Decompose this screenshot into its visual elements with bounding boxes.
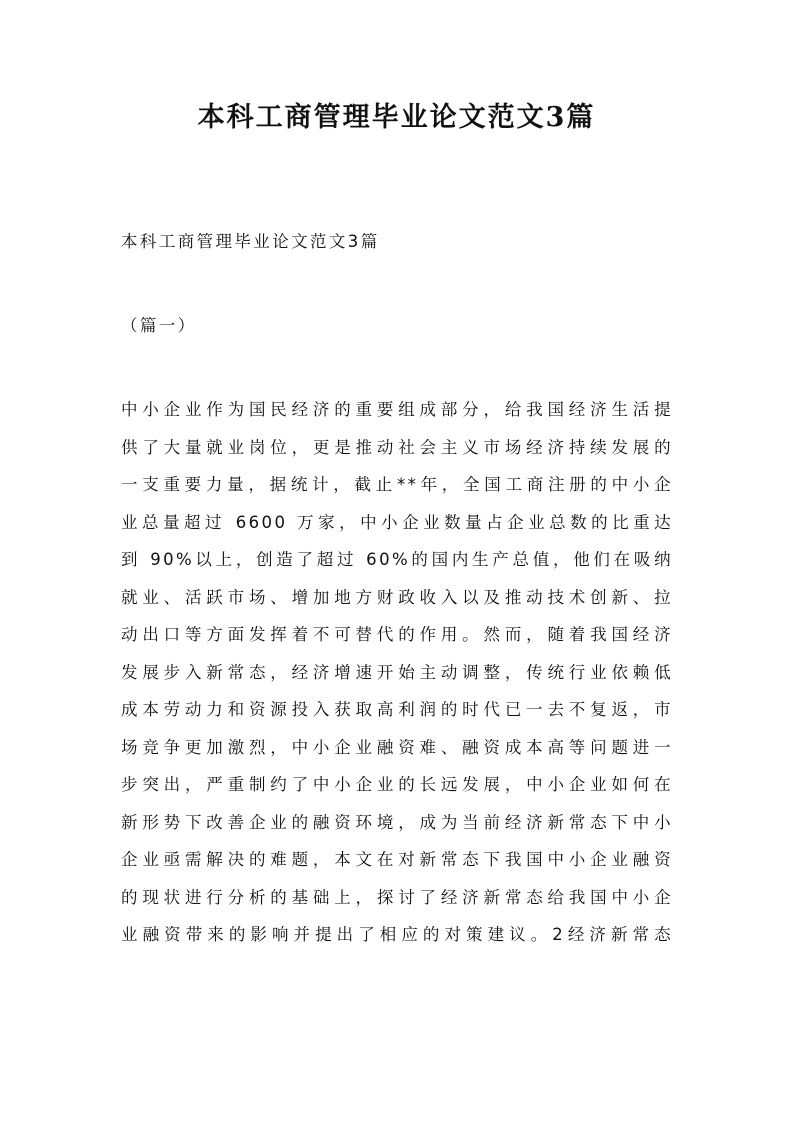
- body-line: 一支重要力量，据统计，截止**年，全国工商注册的中小企: [121, 475, 673, 494]
- body-line: 发展步入新常态，经济增速开始主动调整，传统行业依赖低: [121, 662, 673, 682]
- body-line: 步突出，严重制约了中小企业的长远发展，中小企业如何在: [121, 775, 673, 794]
- body-line: 新形势下改善企业的融资环境，成为当前经济新常态下中小: [121, 812, 673, 832]
- document-subtitle: 本科工商管理毕业论文范文3篇: [121, 232, 380, 251]
- document-title: 本科工商管理毕业论文范文3篇: [197, 102, 596, 133]
- body-line: 就业、活跃市场、增加地方财政收入以及推动技术创新、拉: [121, 587, 673, 607]
- section-label: （篇一）: [121, 316, 197, 335]
- body-line: 企业亟需解决的难题，本文在对新常态下我国中小企业融资: [121, 850, 673, 869]
- body-line: 的现状进行分析的基础上，探讨了经济新常态给我国中小企: [121, 887, 673, 907]
- body-line: 动出口等方面发挥着不可替代的作用。然而，随着我国经济: [121, 625, 673, 644]
- body-line: 业融资带来的影响并提出了相应的对策建议。2经济新常态: [121, 925, 673, 944]
- body-line: 到 90%以上，创造了超过 60%的国内生产总值，他们在吸纳: [121, 550, 673, 569]
- body-paragraph: [121, 397, 673, 960]
- body-line: 业总量超过 6600 万家，中小企业数量占企业总数的比重达: [121, 512, 673, 532]
- body-line: 中小企业作为国民经济的重要组成部分，给我国经济生活提: [121, 400, 673, 419]
- body-line: 供了大量就业岗位，更是推动社会主义市场经济持续发展的: [121, 437, 673, 457]
- body-line: 场竞争更加激烈，中小企业融资难、融资成本高等问题进一: [121, 737, 673, 757]
- body-line: 成本劳动力和资源投入获取高利润的时代已一去不复返，市: [121, 700, 673, 719]
